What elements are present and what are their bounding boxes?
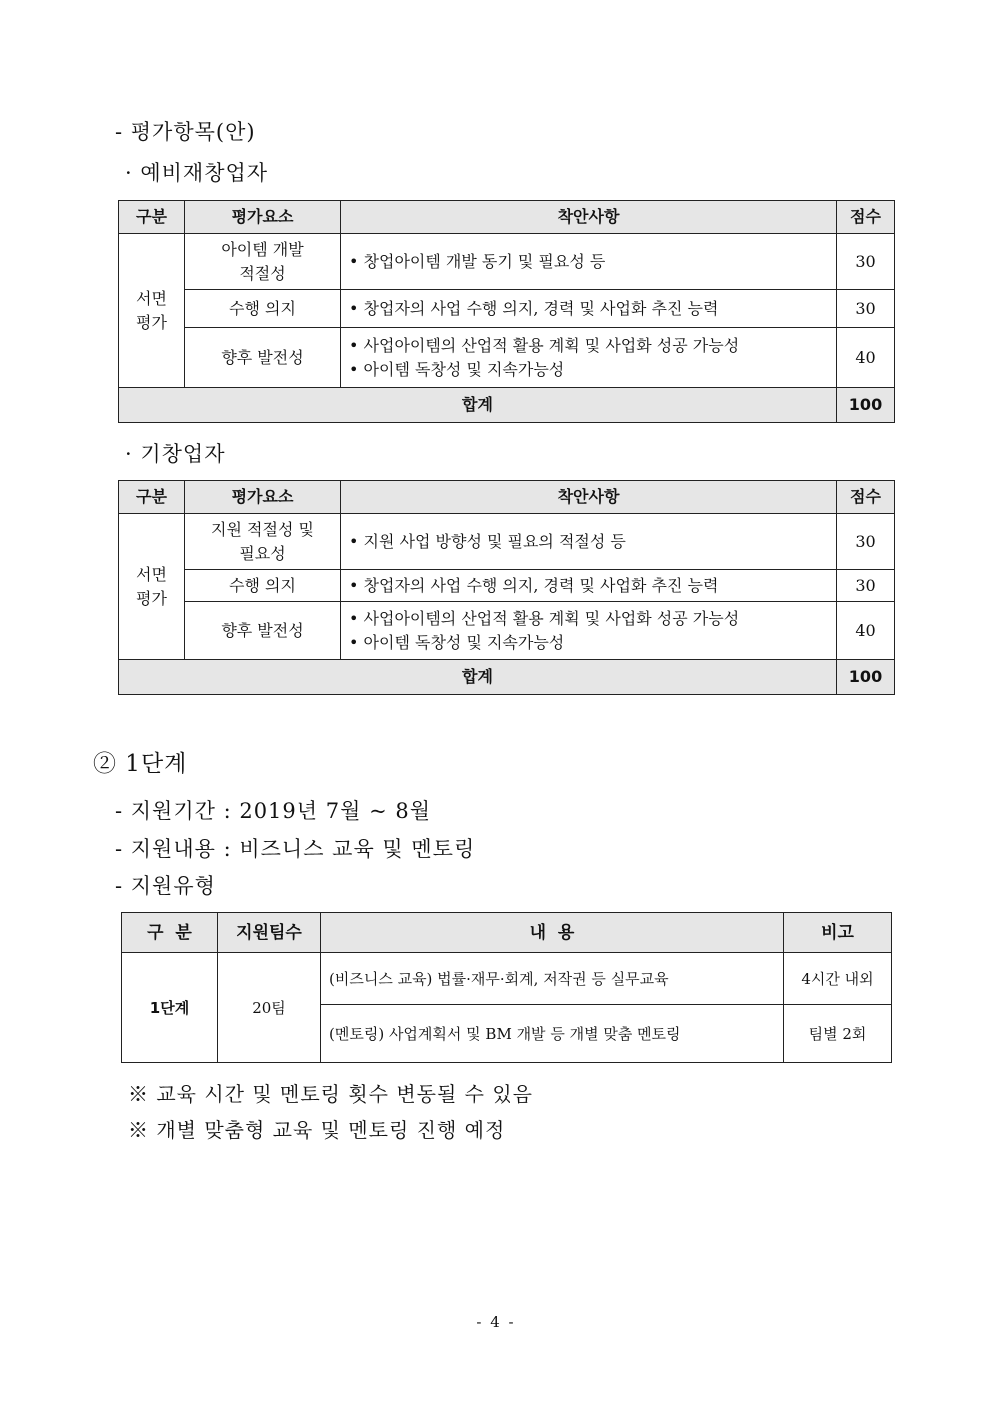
total-row	[119, 388, 895, 423]
element-cell: 향후 발전성	[185, 328, 341, 388]
header-category: 구 분	[122, 913, 218, 953]
points-cell	[341, 328, 837, 388]
header-category: 구분	[119, 481, 185, 514]
bullet-point: • 아이템 독창성 및 지속가능성	[349, 358, 830, 382]
table-header-row	[119, 201, 895, 234]
note-line: ※ 교육 시간 및 멘토링 횟수 변동될 수 있음	[128, 1082, 533, 1106]
stage-cell: 1단계	[122, 953, 218, 1063]
group-cell: 서면 평가	[119, 234, 185, 388]
eval-table-pre-founder	[118, 200, 895, 423]
bullet-point: • 사업아이템의 산업적 활용 계획 및 사업화 성공 가능성	[349, 607, 830, 631]
eval-items-heading: - 평가항목(안)	[115, 120, 256, 144]
support-type: - 지원유형	[115, 874, 216, 898]
bullet-point: • 창업아이템 개발 동기 및 필요성 등	[349, 250, 830, 274]
element-cell: 수행 의지	[185, 570, 341, 602]
team-count-cell: 20팀	[218, 953, 321, 1063]
content-cell: (멘토링) 사업계획서 및 BM 개발 등 개별 맞춤 멘토링	[321, 1005, 784, 1063]
points-cell	[341, 602, 837, 660]
table-row	[119, 514, 895, 570]
element-cell: 아이템 개발 적절성	[185, 234, 341, 290]
score-cell: 40	[837, 328, 895, 388]
header-content: 내 용	[321, 913, 784, 953]
points-cell	[341, 514, 837, 570]
bullet-point: • 창업자의 사업 수행 의지, 경력 및 사업화 추진 능력	[349, 297, 830, 321]
points-cell	[341, 234, 837, 290]
table-row	[119, 290, 895, 328]
page-number: - 4 -	[476, 1313, 516, 1331]
header-score: 점수	[837, 201, 895, 234]
bullet-point: • 아이템 독창성 및 지속가능성	[349, 631, 830, 655]
total-row	[119, 660, 895, 695]
score-cell: 30	[837, 234, 895, 290]
support-period: - 지원기간 : 2019년 7월 ~ 8월	[115, 799, 431, 823]
pre-founder-subheading: · 예비재창업자	[125, 161, 269, 185]
total-label: 합계	[119, 388, 837, 423]
support-content: - 지원내용 : 비즈니스 교육 및 멘토링	[115, 837, 476, 861]
header-score: 점수	[837, 481, 895, 514]
table-row	[119, 328, 895, 388]
content-cell: (비즈니스 교육) 법률·재무·회계, 저작권 등 실무교육	[321, 953, 784, 1005]
element-cell: 지원 적절성 및 필요성	[185, 514, 341, 570]
bullet-point: • 지원 사업 방향성 및 필요의 적절성 등	[349, 530, 830, 554]
table-header-row	[119, 481, 895, 514]
element-cell: 향후 발전성	[185, 602, 341, 660]
total-score: 100	[837, 388, 895, 423]
header-element: 평가요소	[185, 201, 341, 234]
total-score: 100	[837, 660, 895, 695]
header-element: 평가요소	[185, 481, 341, 514]
table-row	[122, 953, 892, 1005]
existing-founder-subheading: · 기창업자	[125, 442, 226, 466]
header-points: 착안사항	[341, 201, 837, 234]
element-cell: 수행 의지	[185, 290, 341, 328]
bullet-point: • 사업아이템의 산업적 활용 계획 및 사업화 성공 가능성	[349, 334, 830, 358]
table-row	[119, 234, 895, 290]
bullet-point: • 창업자의 사업 수행 의지, 경력 및 사업화 추진 능력	[349, 574, 830, 598]
note-cell: 4시간 내외	[784, 953, 892, 1005]
total-label: 합계	[119, 660, 837, 695]
score-cell: 30	[837, 290, 895, 328]
note-line: ※ 개별 맞춤형 교육 및 멘토링 진행 예정	[128, 1118, 506, 1142]
table-header-row	[122, 913, 892, 953]
stage-heading: ② 1단계	[93, 751, 188, 777]
points-cell	[341, 570, 837, 602]
score-cell: 30	[837, 514, 895, 570]
header-points: 착안사항	[341, 481, 837, 514]
header-team-count: 지원팀수	[218, 913, 321, 953]
stage-support-table	[121, 912, 892, 1063]
group-cell: 서면 평가	[119, 514, 185, 660]
header-category: 구분	[119, 201, 185, 234]
score-cell: 30	[837, 570, 895, 602]
table-row	[119, 602, 895, 660]
table-row	[119, 570, 895, 602]
eval-table-existing-founder	[118, 480, 895, 695]
header-note: 비고	[784, 913, 892, 953]
score-cell: 40	[837, 602, 895, 660]
note-cell: 팀별 2회	[784, 1005, 892, 1063]
points-cell	[341, 290, 837, 328]
